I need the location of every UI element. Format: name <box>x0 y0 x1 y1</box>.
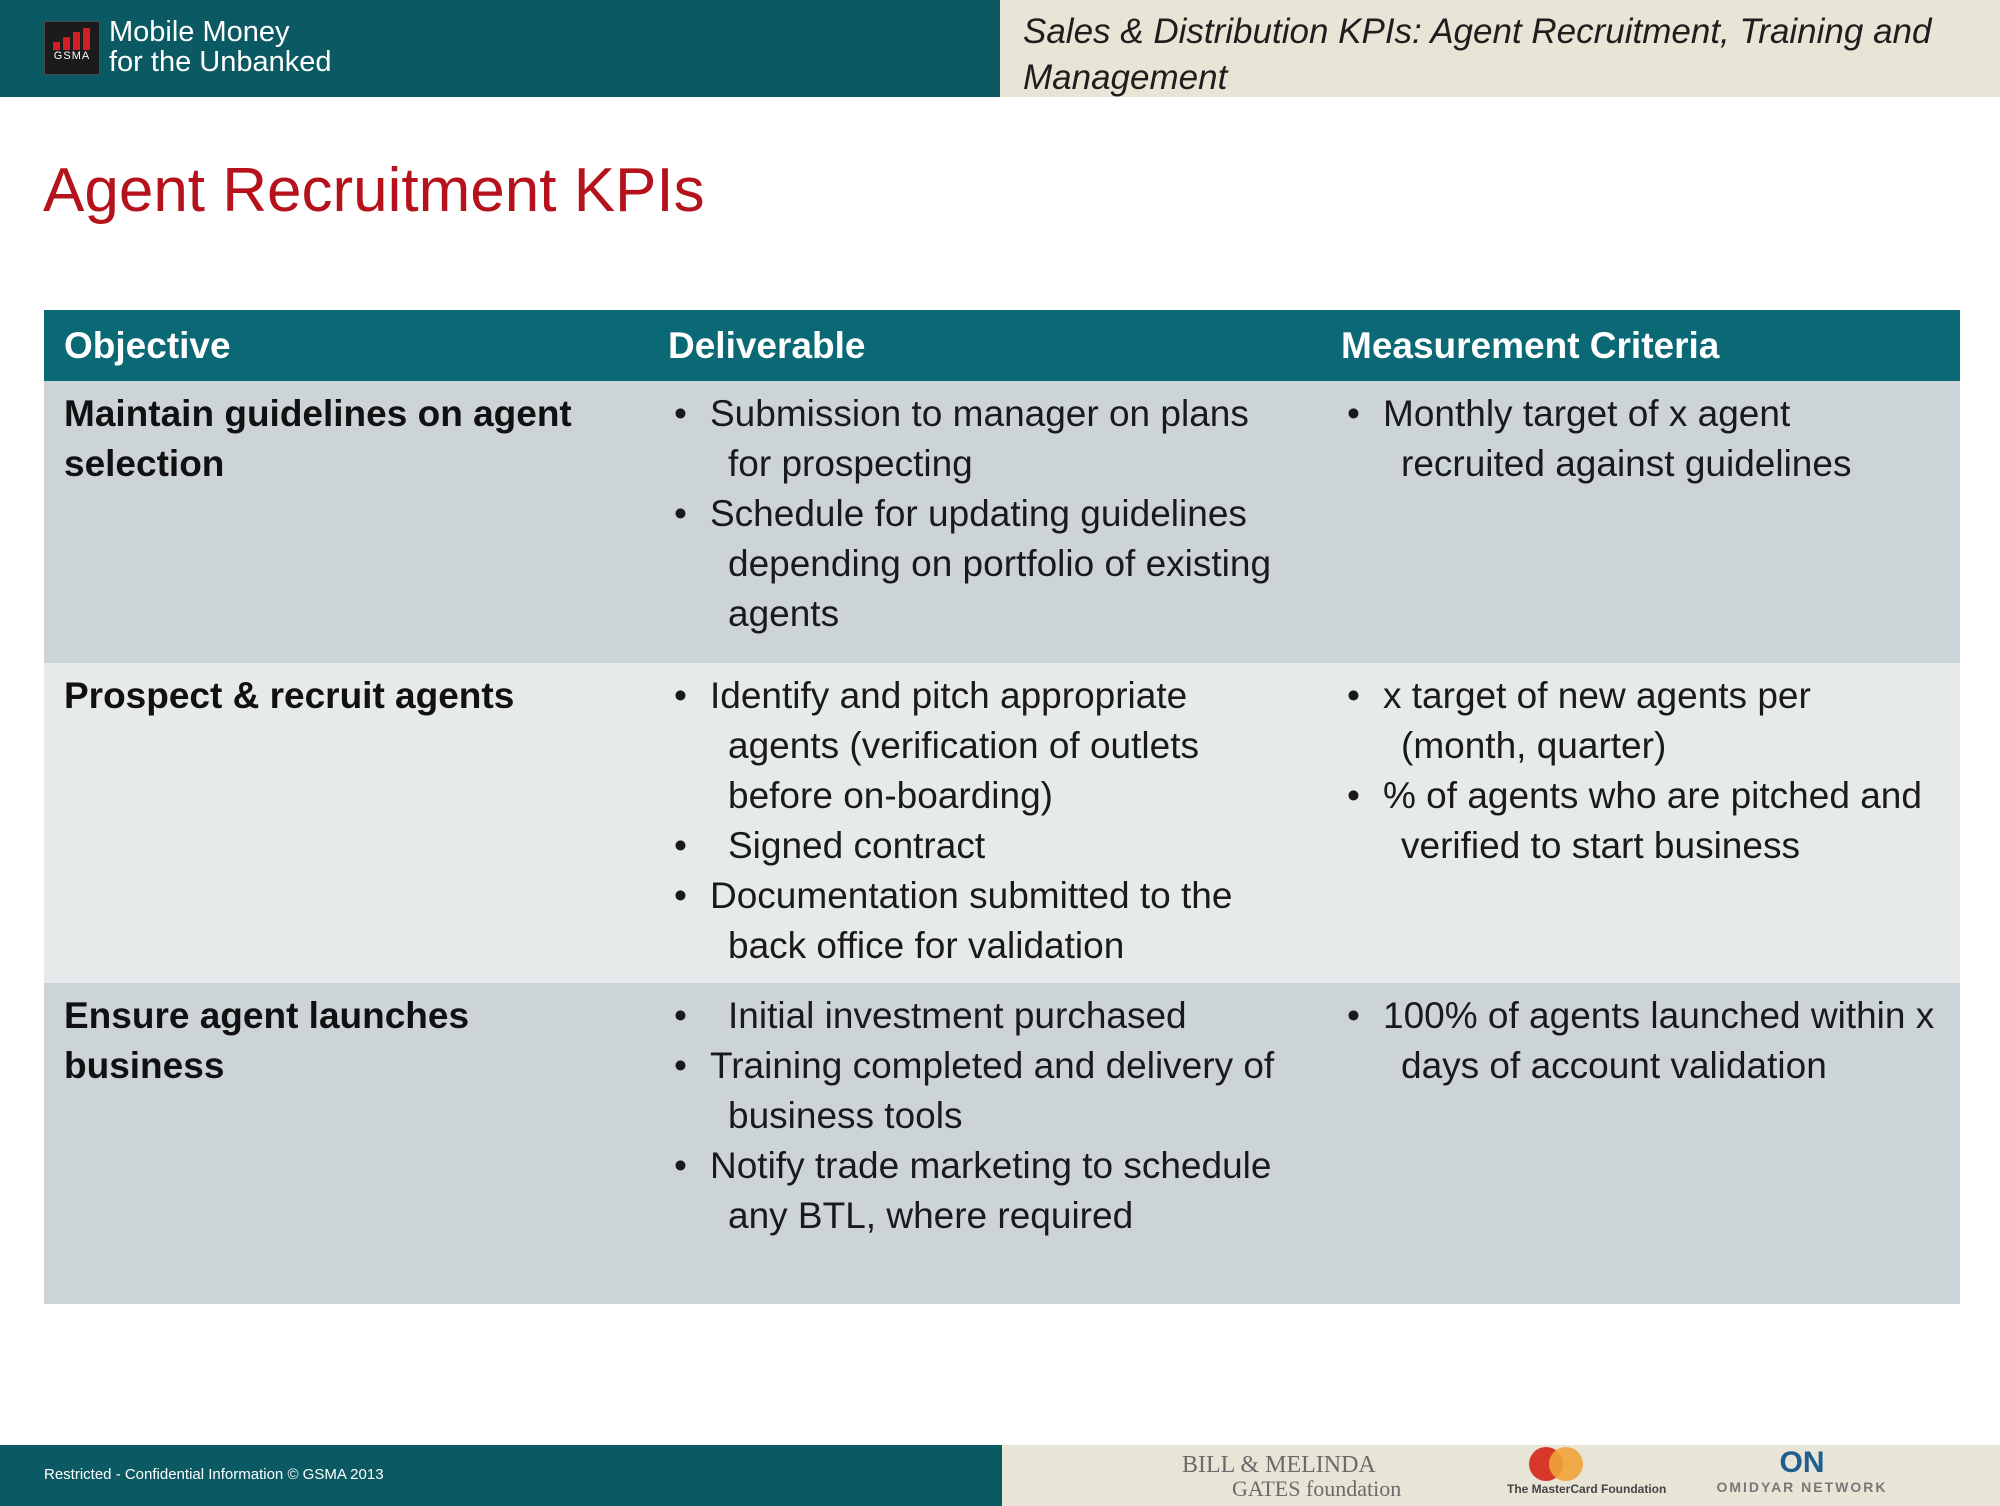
gsma-logo <box>44 21 100 75</box>
list-item: • Monthly target of x agent recruited against guidelines <box>1341 389 1940 489</box>
deliverable-list <box>668 991 1301 1241</box>
column-header-deliverable: Deliverable <box>668 325 866 366</box>
list-item: • x target of new agents per (month, quarter) <box>1341 671 1940 771</box>
objective-cell <box>44 381 648 663</box>
deliverable-list <box>668 671 1301 971</box>
list-item: • Initial investment purchased <box>668 991 1301 1041</box>
omidyar-network-logo: ON OMIDYAR NETWORK <box>1707 1447 1897 1495</box>
column-header-objective: Objective <box>64 325 231 366</box>
list-item: • Documentation submitted to the back office for validation <box>668 871 1301 971</box>
criteria-list <box>1341 671 1940 871</box>
objective-text: Ensure agent launches business <box>64 995 470 1086</box>
bullet-icon: • <box>674 493 687 534</box>
logo-wordmark: GSMA <box>53 50 91 62</box>
list-item: • 100% of agents launched within x days of account validation <box>1341 991 1940 1091</box>
criteria-cell <box>1321 983 1960 1304</box>
bullet-icon: • <box>674 875 687 916</box>
signal-bars-icon <box>53 28 93 50</box>
bullet-icon: • <box>1347 995 1360 1036</box>
bullet-icon: • <box>674 995 687 1036</box>
list-item: • Training completed and delivery of business tools <box>668 1041 1301 1141</box>
list-item: • Signed contract <box>668 821 1301 871</box>
brand-line-2: for the Unbanked <box>109 46 332 78</box>
bullet-icon: • <box>674 393 687 434</box>
table-row <box>44 983 1960 1304</box>
header-subtitle-bar <box>1000 0 2000 97</box>
list-item: • Notify trade marketing to schedule any BTL, where required <box>668 1141 1301 1241</box>
footer-bar <box>0 1445 1002 1506</box>
criteria-cell <box>1321 663 1960 983</box>
mastercard-foundation-logo: The MasterCard Foundation <box>1507 1447 1607 1505</box>
list-item: • Identify and pitch appropriate agents (verification of outlets before on-boarding) <box>668 671 1301 821</box>
brand-title <box>109 17 331 77</box>
deliverable-cell <box>648 983 1321 1304</box>
confidentiality-notice: Restricted - Confidential Information © GSMA 2013 <box>44 1466 384 1483</box>
table-row <box>44 381 1960 663</box>
objective-cell <box>44 663 648 983</box>
objective-cell <box>44 983 648 1304</box>
bullet-icon: • <box>674 1145 687 1186</box>
list-item: • Schedule for updating guidelines depending on portfolio of existing agents <box>668 489 1301 639</box>
bullet-icon: • <box>674 1045 687 1086</box>
list-item: • Submission to manager on plans for prospecting <box>668 389 1301 489</box>
objective-text: Prospect & recruit agents <box>64 675 515 716</box>
table-row <box>44 663 1960 983</box>
deliverable-list <box>668 389 1301 639</box>
table-header-row <box>44 310 1960 381</box>
column-header-measurement: Measurement Criteria <box>1341 325 1720 366</box>
kpi-table <box>44 310 1960 1304</box>
bullet-icon: • <box>674 675 687 716</box>
header-brand-bar <box>0 0 1000 97</box>
criteria-list <box>1341 389 1940 489</box>
omidyar-power-icon: ON <box>1779 1446 1825 1479</box>
brand-line-1: Mobile Money <box>109 16 290 48</box>
page-title: Agent Recruitment KPIs <box>43 156 705 225</box>
deliverable-cell <box>648 663 1321 983</box>
list-item: • % of agents who are pitched and verified to start business <box>1341 771 1940 871</box>
objective-text: Maintain guidelines on agent selection <box>64 393 572 484</box>
section-subtitle: Sales & Distribution KPIs: Agent Recruitment, Training and Management <box>1023 12 1932 97</box>
bullet-icon: • <box>674 825 687 866</box>
deliverable-cell <box>648 381 1321 663</box>
bullet-icon: • <box>1347 393 1360 434</box>
bullet-icon: • <box>1347 675 1360 716</box>
sponsor-bar <box>1002 1445 2000 1506</box>
criteria-cell <box>1321 381 1960 663</box>
gates-foundation-logo: BILL & MELINDA GATES foundation <box>1182 1452 1402 1501</box>
criteria-list <box>1341 991 1940 1091</box>
bullet-icon: • <box>1347 775 1360 816</box>
mastercard-circle-icon <box>1549 1447 1583 1481</box>
